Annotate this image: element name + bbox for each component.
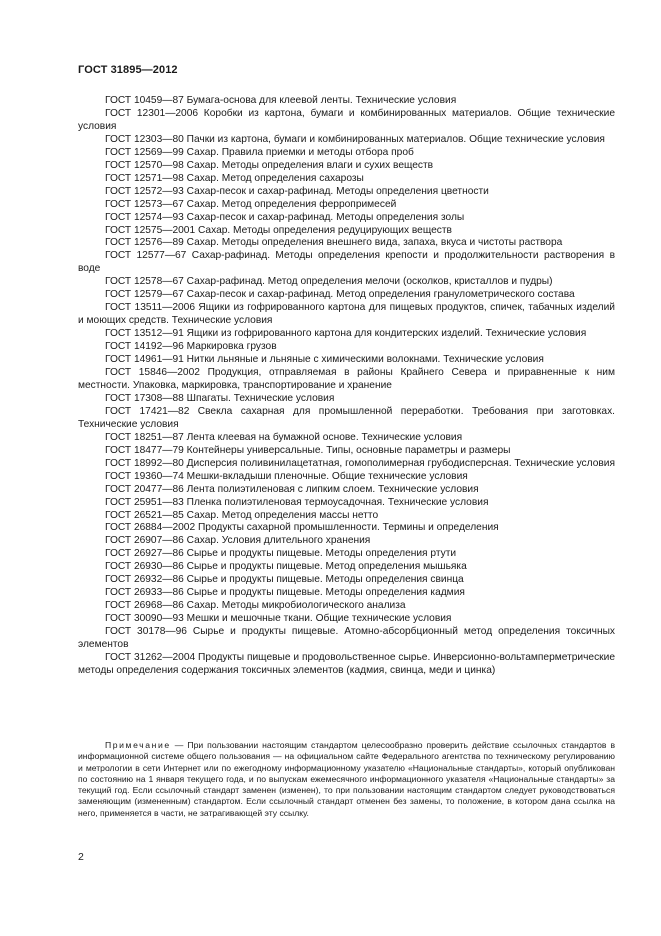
reference-item: ГОСТ 18477—79 Контейнеры универсальные. Типы, основные параметры и размеры (105, 444, 511, 456)
reference-item: ГОСТ 14192—96 Маркировка грузов (105, 341, 277, 353)
reference-item: ГОСТ 12575—2001 Сахар. Методы определения редуцирующих веществ (105, 224, 452, 236)
reference-item: ГОСТ 18251—87 Лента клеевая на бумажной основе. Технические условия (105, 431, 463, 443)
reference-item: ГОСТ 26930—86 Сырье и продукты пищевые. Метод определения мышьяка (105, 561, 467, 573)
note-label: Примечание (105, 740, 171, 750)
reference-item: ГОСТ 12570—98 Сахар. Методы определения влаги и сухих веществ (105, 159, 434, 171)
reference-item: ГОСТ 13511—2006 Ящики из гофрированного картона для пищевых продуктов, спичек, табачных изделий и моющих средств. Технические условия (78, 302, 615, 327)
reference-item: ГОСТ 26907—86 Сахар. Условия длительного хранения (105, 535, 371, 547)
reference-item: ГОСТ 12569—99 Сахар. Правила приемки и методы отбора проб (105, 146, 414, 158)
reference-item: ГОСТ 26968—86 Сахар. Методы микробиологического анализа (105, 600, 406, 612)
reference-item: ГОСТ 12574—93 Сахар-песок и сахар-рафинад. Методы определения золы (105, 211, 465, 223)
reference-item: ГОСТ 17308—88 Шпагаты. Технические условия (105, 392, 335, 404)
reference-item: ГОСТ 26927—86 Сырье и продукты пищевые. Методы определения ртути (105, 548, 457, 560)
reference-item: ГОСТ 13512—91 Ящики из гофрированного картона для кондитерских изделий. Технические условия (105, 328, 587, 340)
reference-item: ГОСТ 12571—98 Сахар. Метод определения сахарозы (105, 172, 364, 184)
reference-item: ГОСТ 20477—86 Лента полиэтиленовая с липким слоем. Технические условия (105, 483, 479, 495)
reference-item: ГОСТ 19360—74 Мешки-вкладыши пленочные. Общие технические условия (105, 470, 468, 482)
reference-item: ГОСТ 26932—86 Сырье и продукты пищевые. Методы определения свинца (105, 574, 464, 586)
reference-item: ГОСТ 26933—86 Сырье и продукты пищевые. Методы определения кадмия (105, 587, 465, 599)
reference-item: ГОСТ 12578—67 Сахар-рафинад. Метод определения мелочи (осколков, кристаллов и пудры) (105, 276, 553, 288)
reference-item: ГОСТ 12577—67 Сахар-рафинад. Методы определения крепости и продолжительности растворения в воде (78, 250, 615, 275)
reference-item: ГОСТ 12576—89 Сахар. Методы определения внешнего вида, запаха, вкуса и чистоты раствора (105, 237, 563, 249)
reference-item: ГОСТ 26521—85 Сахар. Метод определения массы нетто (105, 509, 379, 521)
reference-item: ГОСТ 12579—67 Сахар-песок и сахар-рафинад. Метод определения гранулометрического состава (105, 289, 575, 301)
reference-item: ГОСТ 12572—93 Сахар-песок и сахар-рафинад. Методы определения цветности (105, 185, 489, 197)
note-paragraph (78, 740, 615, 819)
reference-item: ГОСТ 26884—2002 Продукты сахарной промышленности. Термины и определения (105, 522, 499, 534)
normative-references-list (78, 95, 615, 678)
page-number: 2 (78, 851, 84, 863)
reference-item: ГОСТ 12301—2006 Коробки из картона, бумаги и комбинированных материалов. Общие технические условия (78, 107, 615, 132)
reference-item: ГОСТ 14961—91 Нитки льняные и льняные с химическими волокнами. Технические условия (105, 354, 544, 366)
reference-item: ГОСТ 10459—87 Бумага-основа для клеевой ленты. Технические условия (105, 95, 457, 106)
document-header: ГОСТ 31895—2012 (78, 64, 178, 76)
reference-item: ГОСТ 12573—67 Сахар. Метод определения ферропримесей (105, 198, 397, 210)
reference-item: ГОСТ 15846—2002 Продукция, отправляемая в районы Крайнего Севера и приравненные к ним местности. Упаковка, маркировка, транспортирование и хранение (78, 367, 615, 391)
reference-item: ГОСТ 17421—82 Свекла сахарная для промышленной переработки. Требования при заготовках. Технические условия (78, 405, 615, 430)
reference-item: ГОСТ 18992—80 Дисперсия поливинилацетатная, гомополимерная грубодисперсная. Технические условия (105, 457, 615, 469)
reference-item: ГОСТ 30178—96 Сырье и продукты пищевые. Атомно-абсорбционный метод определения токсичных элементов (78, 626, 615, 651)
reference-item: ГОСТ 31262—2004 Продукты пищевые и продовольственное сырье. Инверсионно-вольтамперметрические методы определения содержания токсичных элементов (кадмия, свинца, меди и цинка) (78, 651, 615, 676)
note-text: — При пользовании настоящим стандартом целесообразно проверить действие ссылочных стандартов в информационной системе общего пользования — на официальном сайте Федерального агентства по техническому регулированию и метрологии в сети Интернет или по ежегодному информационному указателю «Национальные стандарты», который опубликован по состоянию на 1 января текущего года, и по выпускам ежемесячного информационного указателя «Национальные стандарты» за текущий год. Если ссылочный стандарт заменен (изменен), то при пользовании настоящим стандартом следует руководствоваться заменяющим (измененным) стандартом. Если ссылочный стандарт отменен без замены, то положение, в котором дана ссылка на него, применяется в части, не затрагивающей эту ссылку. (78, 740, 616, 818)
reference-item: ГОСТ 30090—93 Мешки и мешочные ткани. Общие технические условия (105, 613, 452, 625)
reference-item: ГОСТ 25951—83 Пленка полиэтиленовая термоусадочная. Технические условия (105, 496, 489, 508)
reference-item: ГОСТ 12303—80 Пачки из картона, бумаги и комбинированных материалов. Общие технические условия (105, 133, 605, 145)
